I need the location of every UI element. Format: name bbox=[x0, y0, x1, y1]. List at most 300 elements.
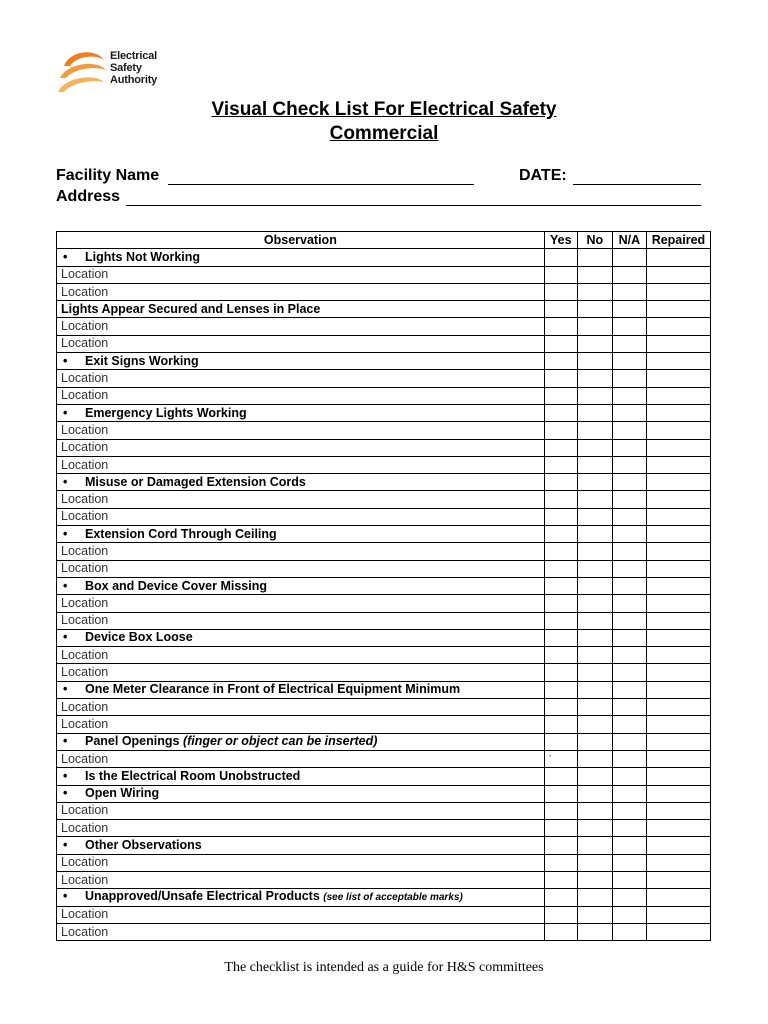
check-cell-na[interactable] bbox=[612, 699, 646, 716]
check-cell-repaired[interactable] bbox=[646, 439, 710, 456]
check-cell-no[interactable] bbox=[577, 249, 612, 266]
check-cell-yes[interactable] bbox=[544, 923, 577, 940]
location-label: Location bbox=[61, 319, 109, 334]
check-cell-yes[interactable] bbox=[544, 353, 577, 370]
check-cell-no[interactable] bbox=[577, 456, 612, 473]
table-row-section bbox=[57, 301, 711, 318]
check-cell-na[interactable] bbox=[612, 335, 646, 352]
table-row-location bbox=[57, 923, 711, 940]
check-cell-yes[interactable] bbox=[544, 508, 577, 525]
table-row-location bbox=[57, 750, 711, 767]
bullet-icon: • bbox=[63, 682, 68, 697]
table-row-location bbox=[57, 647, 711, 664]
table-header-row bbox=[57, 232, 711, 249]
table-row-location bbox=[57, 491, 711, 508]
table-row-section bbox=[57, 889, 711, 906]
check-cell-repaired[interactable] bbox=[646, 699, 710, 716]
check-cell-yes[interactable] bbox=[544, 612, 577, 629]
check-cell-no[interactable] bbox=[577, 768, 612, 785]
check-cell-na[interactable] bbox=[612, 474, 646, 491]
check-cell-no[interactable] bbox=[577, 699, 612, 716]
table-row-section bbox=[57, 577, 711, 594]
check-cell-yes[interactable] bbox=[544, 629, 577, 646]
location-cell[interactable] bbox=[57, 266, 545, 283]
table-row-location bbox=[57, 422, 711, 439]
observation-label: Is the Electrical Room Unobstructed bbox=[85, 768, 301, 783]
header-observation: Observation bbox=[57, 232, 545, 249]
check-cell-no[interactable] bbox=[577, 629, 612, 646]
logo-line-2: Safety bbox=[110, 62, 142, 74]
check-cell-na[interactable] bbox=[612, 283, 646, 300]
check-cell-na[interactable] bbox=[612, 387, 646, 404]
location-label: Location bbox=[61, 665, 109, 680]
check-cell-repaired[interactable] bbox=[646, 820, 710, 837]
location-cell[interactable] bbox=[57, 456, 545, 473]
observation-label: One Meter Clearance in Front of Electrical Equipment Minimum bbox=[85, 682, 461, 697]
location-cell[interactable] bbox=[57, 370, 545, 387]
check-cell-no[interactable] bbox=[577, 923, 612, 940]
check-cell-repaired[interactable] bbox=[646, 474, 710, 491]
observation-label: Device Box Loose bbox=[85, 630, 193, 645]
check-cell-repaired[interactable] bbox=[646, 768, 710, 785]
check-cell-no[interactable] bbox=[577, 353, 612, 370]
observation-label: Open Wiring bbox=[85, 786, 160, 801]
check-cell-yes[interactable] bbox=[544, 889, 577, 906]
table-row-section bbox=[57, 837, 711, 854]
header-yes: Yes bbox=[544, 232, 577, 249]
check-cell-repaired[interactable] bbox=[646, 404, 710, 421]
header-no: No bbox=[577, 232, 612, 249]
location-label: Location bbox=[61, 388, 109, 403]
observation-item bbox=[57, 353, 545, 370]
check-cell-repaired[interactable] bbox=[646, 577, 710, 594]
check-cell-yes[interactable] bbox=[544, 577, 577, 594]
location-cell[interactable] bbox=[57, 750, 545, 767]
check-cell-repaired[interactable] bbox=[646, 266, 710, 283]
location-cell[interactable] bbox=[57, 439, 545, 456]
check-cell-no[interactable] bbox=[577, 889, 612, 906]
observation-item bbox=[57, 733, 545, 750]
check-cell-na[interactable] bbox=[612, 577, 646, 594]
observation-label: Other Observations bbox=[85, 838, 202, 853]
location-cell[interactable] bbox=[57, 716, 545, 733]
check-cell-na[interactable] bbox=[612, 612, 646, 629]
observation-label: Lights Appear Secured and Lenses in Place bbox=[61, 301, 321, 316]
location-cell[interactable] bbox=[57, 802, 545, 819]
location-cell[interactable] bbox=[57, 560, 545, 577]
check-cell-yes[interactable] bbox=[544, 404, 577, 421]
check-cell-na[interactable] bbox=[612, 906, 646, 923]
check-cell-yes[interactable] bbox=[544, 664, 577, 681]
check-cell-no[interactable] bbox=[577, 681, 612, 698]
check-cell-no[interactable] bbox=[577, 854, 612, 871]
location-label: Location bbox=[61, 924, 109, 939]
check-cell-yes[interactable] bbox=[544, 543, 577, 560]
check-cell-no[interactable] bbox=[577, 543, 612, 560]
check-cell-yes[interactable] bbox=[544, 387, 577, 404]
check-cell-yes[interactable] bbox=[544, 249, 577, 266]
location-cell[interactable] bbox=[57, 318, 545, 335]
logo-line-1: Electrical bbox=[110, 50, 157, 62]
bullet-icon: • bbox=[63, 734, 68, 749]
check-cell-yes[interactable] bbox=[544, 785, 577, 802]
table-row-location bbox=[57, 716, 711, 733]
check-cell-no[interactable] bbox=[577, 387, 612, 404]
check-cell-repaired[interactable] bbox=[646, 750, 710, 767]
check-cell-yes[interactable] bbox=[544, 301, 577, 318]
check-cell-yes[interactable] bbox=[544, 802, 577, 819]
observation-item bbox=[57, 768, 545, 785]
header-repaired: Repaired bbox=[646, 232, 710, 249]
observation-label: Lights Not Working bbox=[85, 249, 201, 264]
table-row-section bbox=[57, 526, 711, 543]
location-label: Location bbox=[61, 820, 109, 835]
location-cell[interactable] bbox=[57, 283, 545, 300]
date-field[interactable] bbox=[573, 184, 701, 185]
check-cell-yes[interactable] bbox=[544, 733, 577, 750]
check-cell-yes[interactable] bbox=[544, 595, 577, 612]
table-row-location bbox=[57, 664, 711, 681]
header-na: N/A bbox=[612, 232, 646, 249]
footer-note: The checklist is intended as a guide for H&S committees bbox=[224, 960, 544, 975]
check-cell-yes[interactable] bbox=[544, 768, 577, 785]
check-cell-na[interactable] bbox=[612, 456, 646, 473]
check-cell-na[interactable] bbox=[612, 802, 646, 819]
check-cell-repaired[interactable] bbox=[646, 249, 710, 266]
check-cell-yes[interactable] bbox=[544, 681, 577, 698]
check-cell-na[interactable] bbox=[612, 854, 646, 871]
observation-label: Panel Openings bbox=[85, 734, 183, 749]
check-cell-no[interactable] bbox=[577, 508, 612, 525]
location-label: Location bbox=[61, 751, 109, 766]
check-cell-yes[interactable] bbox=[544, 820, 577, 837]
location-label: Location bbox=[61, 440, 109, 455]
table-row-location bbox=[57, 283, 711, 300]
observation-item bbox=[57, 526, 545, 543]
table-row-location bbox=[57, 854, 711, 871]
check-cell-repaired[interactable] bbox=[646, 595, 710, 612]
location-label: Location bbox=[61, 336, 109, 351]
check-cell-na[interactable] bbox=[612, 543, 646, 560]
bullet-icon: • bbox=[63, 578, 68, 593]
facility-name-label: Facility Name bbox=[56, 167, 160, 184]
page-title: Visual Check List For Electrical Safety bbox=[211, 99, 557, 120]
address-label: Address bbox=[56, 188, 121, 205]
check-cell-yes[interactable] bbox=[544, 335, 577, 352]
check-cell-repaired[interactable] bbox=[646, 647, 710, 664]
check-cell-repaired[interactable] bbox=[646, 854, 710, 871]
table-row-section bbox=[57, 353, 711, 370]
location-label: Location bbox=[61, 907, 109, 922]
location-label: Location bbox=[61, 716, 109, 731]
check-cell-no[interactable] bbox=[577, 837, 612, 854]
check-cell-repaired[interactable] bbox=[646, 543, 710, 560]
check-cell-no[interactable] bbox=[577, 716, 612, 733]
check-cell-na[interactable] bbox=[612, 889, 646, 906]
check-cell-na[interactable] bbox=[612, 422, 646, 439]
check-cell-repaired[interactable] bbox=[646, 560, 710, 577]
observation-label: Exit Signs Working bbox=[85, 353, 199, 368]
check-cell-na[interactable] bbox=[612, 733, 646, 750]
check-cell-yes[interactable] bbox=[544, 647, 577, 664]
check-cell-no[interactable] bbox=[577, 871, 612, 888]
check-cell-na[interactable] bbox=[612, 820, 646, 837]
check-cell-na[interactable] bbox=[612, 716, 646, 733]
check-cell-na[interactable] bbox=[612, 768, 646, 785]
table-row-section bbox=[57, 733, 711, 750]
bullet-icon: • bbox=[63, 249, 68, 264]
check-cell-repaired[interactable] bbox=[646, 802, 710, 819]
observation-item bbox=[57, 577, 545, 594]
check-cell-repaired[interactable] bbox=[646, 508, 710, 525]
check-cell-no[interactable] bbox=[577, 820, 612, 837]
check-cell-repaired[interactable] bbox=[646, 422, 710, 439]
check-cell-repaired[interactable] bbox=[646, 906, 710, 923]
location-cell[interactable] bbox=[57, 612, 545, 629]
check-cell-yes[interactable] bbox=[544, 266, 577, 283]
observation-item bbox=[57, 681, 545, 698]
check-cell-na[interactable] bbox=[612, 595, 646, 612]
check-cell-no[interactable] bbox=[577, 750, 612, 767]
check-cell-repaired[interactable] bbox=[646, 526, 710, 543]
bullet-icon: • bbox=[63, 405, 68, 420]
observation-item bbox=[57, 301, 545, 318]
table-row-location bbox=[57, 456, 711, 473]
check-cell-yes[interactable] bbox=[544, 283, 577, 300]
check-cell-yes[interactable] bbox=[544, 526, 577, 543]
check-cell-no[interactable] bbox=[577, 664, 612, 681]
check-cell-na[interactable] bbox=[612, 370, 646, 387]
check-cell-no[interactable] bbox=[577, 491, 612, 508]
check-cell-repaired[interactable] bbox=[646, 370, 710, 387]
table-row-location bbox=[57, 595, 711, 612]
address-field[interactable] bbox=[126, 205, 701, 206]
table-row-location bbox=[57, 318, 711, 335]
observation-label: Extension Cord Through Ceiling bbox=[85, 526, 277, 541]
observation-label: Unapproved/Unsafe Electrical Products bbox=[85, 889, 324, 904]
location-cell[interactable] bbox=[57, 906, 545, 923]
esa-logo-text bbox=[110, 50, 157, 86]
check-cell-no[interactable] bbox=[577, 335, 612, 352]
bullet-icon: • bbox=[63, 838, 68, 853]
check-cell-repaired[interactable] bbox=[646, 387, 710, 404]
facility-name-field[interactable] bbox=[168, 184, 474, 185]
check-cell-yes[interactable] bbox=[544, 750, 577, 767]
observation-item bbox=[57, 785, 545, 802]
check-cell-na[interactable] bbox=[612, 647, 646, 664]
location-cell[interactable] bbox=[57, 820, 545, 837]
check-cell-no[interactable] bbox=[577, 785, 612, 802]
location-cell[interactable] bbox=[57, 508, 545, 525]
check-cell-no[interactable] bbox=[577, 422, 612, 439]
location-cell[interactable] bbox=[57, 491, 545, 508]
location-cell[interactable] bbox=[57, 335, 545, 352]
check-cell-na[interactable] bbox=[612, 318, 646, 335]
check-cell-yes[interactable] bbox=[544, 837, 577, 854]
check-cell-repaired[interactable] bbox=[646, 353, 710, 370]
check-cell-repaired[interactable] bbox=[646, 733, 710, 750]
table-row-section bbox=[57, 404, 711, 421]
check-cell-repaired[interactable] bbox=[646, 837, 710, 854]
check-cell-yes[interactable] bbox=[544, 370, 577, 387]
table-row-location bbox=[57, 612, 711, 629]
location-label: Location bbox=[61, 613, 109, 628]
check-cell-na[interactable] bbox=[612, 837, 646, 854]
check-cell-no[interactable] bbox=[577, 266, 612, 283]
location-cell[interactable] bbox=[57, 923, 545, 940]
esa-logo-mark-icon bbox=[56, 44, 112, 100]
check-cell-na[interactable] bbox=[612, 439, 646, 456]
table-row-section bbox=[57, 249, 711, 266]
check-cell-yes[interactable] bbox=[544, 491, 577, 508]
bullet-icon: • bbox=[63, 353, 68, 368]
location-label: Location bbox=[61, 647, 109, 662]
checklist-body bbox=[57, 249, 711, 941]
bullet-icon: • bbox=[63, 786, 68, 801]
check-cell-no[interactable] bbox=[577, 733, 612, 750]
observation-item bbox=[57, 629, 545, 646]
check-cell-no[interactable] bbox=[577, 318, 612, 335]
check-cell-na[interactable] bbox=[612, 785, 646, 802]
page-subtitle: Commercial bbox=[329, 123, 439, 144]
table-row-location bbox=[57, 335, 711, 352]
table-row-section bbox=[57, 768, 711, 785]
check-cell-na[interactable] bbox=[612, 560, 646, 577]
date-label: DATE: bbox=[519, 167, 567, 184]
check-cell-no[interactable] bbox=[577, 595, 612, 612]
check-cell-repaired[interactable] bbox=[646, 629, 710, 646]
check-cell-yes[interactable] bbox=[544, 906, 577, 923]
check-cell-no[interactable] bbox=[577, 802, 612, 819]
check-cell-na[interactable] bbox=[612, 871, 646, 888]
location-label: Location bbox=[61, 267, 109, 282]
check-cell-no[interactable] bbox=[577, 404, 612, 421]
location-cell[interactable] bbox=[57, 543, 545, 560]
table-row-location bbox=[57, 543, 711, 560]
check-cell-na[interactable] bbox=[612, 923, 646, 940]
check-cell-repaired[interactable] bbox=[646, 318, 710, 335]
location-label: Location bbox=[61, 371, 109, 386]
check-cell-na[interactable] bbox=[612, 508, 646, 525]
check-cell-repaired[interactable] bbox=[646, 923, 710, 940]
location-label: Location bbox=[61, 422, 109, 437]
location-label: Location bbox=[61, 872, 109, 887]
check-cell-repaired[interactable] bbox=[646, 491, 710, 508]
table-row-section bbox=[57, 474, 711, 491]
observation-label: Emergency Lights Working bbox=[85, 405, 247, 420]
table-row-location bbox=[57, 560, 711, 577]
check-cell-repaired[interactable] bbox=[646, 889, 710, 906]
check-cell-na[interactable] bbox=[612, 301, 646, 318]
observation-item bbox=[57, 889, 545, 906]
check-cell-no[interactable] bbox=[577, 474, 612, 491]
check-cell-repaired[interactable] bbox=[646, 456, 710, 473]
check-cell-yes[interactable] bbox=[544, 474, 577, 491]
location-label: Location bbox=[61, 561, 109, 576]
location-cell[interactable] bbox=[57, 647, 545, 664]
check-cell-no[interactable] bbox=[577, 283, 612, 300]
check-cell-repaired[interactable] bbox=[646, 283, 710, 300]
check-cell-na[interactable] bbox=[612, 681, 646, 698]
table-row-section bbox=[57, 629, 711, 646]
check-cell-no[interactable] bbox=[577, 577, 612, 594]
check-cell-yes[interactable] bbox=[544, 854, 577, 871]
check-cell-no[interactable] bbox=[577, 612, 612, 629]
table-row-location bbox=[57, 820, 711, 837]
check-cell-na[interactable] bbox=[612, 249, 646, 266]
check-cell-na[interactable] bbox=[612, 526, 646, 543]
check-cell-no[interactable] bbox=[577, 906, 612, 923]
observation-item bbox=[57, 474, 545, 491]
check-cell-repaired[interactable] bbox=[646, 681, 710, 698]
check-cell-no[interactable] bbox=[577, 301, 612, 318]
location-cell[interactable] bbox=[57, 854, 545, 871]
check-cell-na[interactable] bbox=[612, 353, 646, 370]
check-cell-yes[interactable] bbox=[544, 422, 577, 439]
location-cell[interactable] bbox=[57, 422, 545, 439]
checklist-table bbox=[56, 231, 711, 941]
check-cell-na[interactable] bbox=[612, 629, 646, 646]
check-cell-na[interactable] bbox=[612, 266, 646, 283]
check-cell-na[interactable] bbox=[612, 750, 646, 767]
check-cell-yes[interactable] bbox=[544, 318, 577, 335]
observation-item bbox=[57, 249, 545, 266]
check-cell-yes[interactable] bbox=[544, 456, 577, 473]
bullet-icon: • bbox=[63, 474, 68, 489]
check-cell-repaired[interactable] bbox=[646, 335, 710, 352]
check-cell-no[interactable] bbox=[577, 439, 612, 456]
table-row-location bbox=[57, 266, 711, 283]
check-cell-no[interactable] bbox=[577, 647, 612, 664]
location-cell[interactable] bbox=[57, 664, 545, 681]
check-cell-yes[interactable] bbox=[544, 871, 577, 888]
bullet-icon: • bbox=[63, 768, 68, 783]
bullet-icon: • bbox=[63, 889, 68, 904]
check-cell-na[interactable] bbox=[612, 491, 646, 508]
check-cell-yes[interactable] bbox=[544, 439, 577, 456]
logo-line-3: Authority bbox=[110, 74, 158, 86]
check-cell-na[interactable] bbox=[612, 404, 646, 421]
location-cell[interactable] bbox=[57, 595, 545, 612]
check-cell-yes[interactable] bbox=[544, 560, 577, 577]
location-label: Location bbox=[61, 457, 109, 472]
location-cell[interactable] bbox=[57, 699, 545, 716]
location-label: Location bbox=[61, 855, 109, 870]
table-row-location bbox=[57, 802, 711, 819]
observation-item bbox=[57, 404, 545, 421]
table-row-location bbox=[57, 699, 711, 716]
location-label: Location bbox=[61, 595, 109, 610]
table-row-location bbox=[57, 871, 711, 888]
location-cell[interactable] bbox=[57, 871, 545, 888]
check-cell-repaired[interactable] bbox=[646, 664, 710, 681]
check-cell-repaired[interactable] bbox=[646, 716, 710, 733]
table-row-section bbox=[57, 681, 711, 698]
check-cell-no[interactable] bbox=[577, 526, 612, 543]
check-cell-repaired[interactable] bbox=[646, 612, 710, 629]
check-cell-repaired[interactable] bbox=[646, 871, 710, 888]
check-cell-no[interactable] bbox=[577, 560, 612, 577]
check-cell-yes[interactable] bbox=[544, 699, 577, 716]
observation-item bbox=[57, 837, 545, 854]
check-cell-no[interactable] bbox=[577, 370, 612, 387]
check-cell-repaired[interactable] bbox=[646, 301, 710, 318]
check-cell-repaired[interactable] bbox=[646, 785, 710, 802]
observation-note: (finger or object can be inserted) bbox=[182, 734, 378, 749]
check-cell-yes[interactable] bbox=[544, 716, 577, 733]
check-cell-na[interactable] bbox=[612, 664, 646, 681]
location-cell[interactable] bbox=[57, 387, 545, 404]
